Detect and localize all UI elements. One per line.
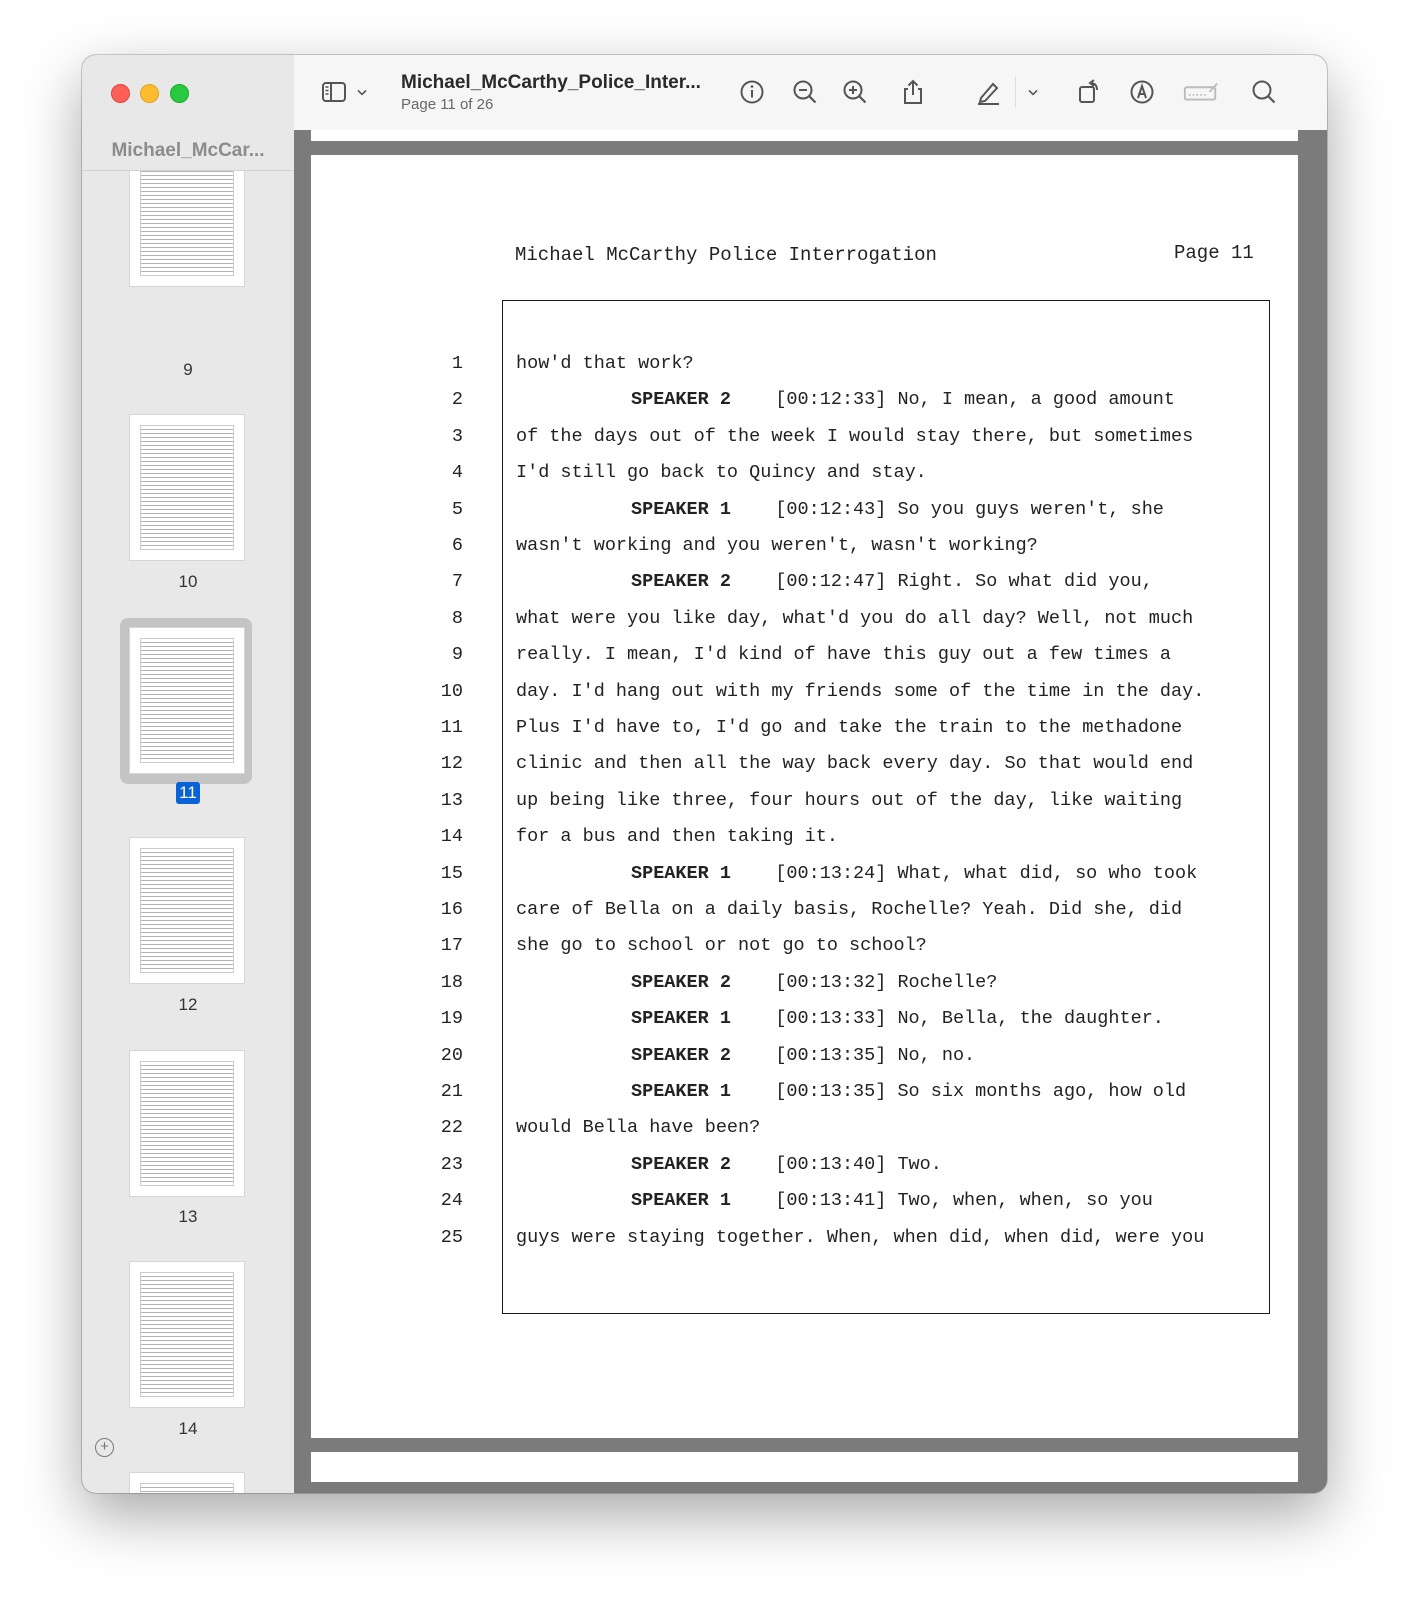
line-text: Plus I'd have to, I'd go and take the train to the methadone [516,717,1183,738]
sidebar-title: Michael_McCar... [111,140,265,161]
transcript-line [311,935,1271,971]
line-text [631,1154,942,1175]
line-content: [00:12:47] Right. So what did you, [730,571,1153,593]
zoom-window-button[interactable] [170,84,189,103]
line-number: 16 [440,899,463,920]
thumbnail-list[interactable] [82,171,294,1493]
sidebar-toggle-icon[interactable] [319,77,349,107]
line-text: I'd still go back to Quincy and stay. [516,462,927,484]
page-thumbnail[interactable] [130,171,244,286]
page-thumbnail[interactable] [130,838,244,983]
line-text [631,389,1175,410]
line-number: 15 [440,862,463,884]
line-number: 10 [440,680,463,702]
speaker-label: SPEAKER 2 [631,1153,731,1175]
line-text [631,863,1197,884]
line-number: 21 [440,1081,463,1102]
transcript-line [311,863,1271,899]
line-content: [00:13:35] No, no. [730,1044,976,1066]
speaker-label: SPEAKER 1 [631,862,731,884]
speaker-label: SPEAKER 2 [631,971,731,993]
line-text: clinic and then all the way back every day. So that would end [516,753,1194,775]
transcript-line [311,899,1271,935]
close-window-button[interactable] [111,84,130,103]
line-text [631,571,1153,592]
line-number: 11 [440,717,463,738]
line-number: 20 [440,1044,463,1066]
line-content: [00:12:43] So you guys weren't, she [730,498,1164,520]
line-number: 6 [451,535,463,556]
line-number: 4 [451,462,463,484]
transcript-line [311,1045,1271,1081]
document-view[interactable] [294,130,1327,1493]
line-number: 9 [451,644,463,666]
line-content: [00:13:40] Two. [730,1153,942,1175]
transcript-line [311,826,1271,862]
line-number: 18 [440,971,463,993]
next-page-edge [311,1452,1298,1482]
toolbar [294,55,1327,131]
line-text: care of Bella on a daily basis, Rochelle? Yeah. Did she, did [516,899,1183,920]
annotate-icon[interactable] [1127,77,1157,107]
speaker-label: SPEAKER 1 [631,1190,731,1212]
pdf-page[interactable] [311,155,1298,1438]
transcript-line [311,1227,1271,1263]
line-text [631,499,1164,520]
line-text [631,1081,1186,1102]
page-thumbnail-label: 12 [178,995,198,1014]
minimize-window-button[interactable] [140,84,159,103]
line-content: [00:13:41] Two, when, when, so you [730,1190,1153,1212]
transcript-line [311,608,1271,644]
transcript-line [311,790,1271,826]
page-thumbnail-label: 9 [183,360,193,379]
transcript-line [311,717,1271,753]
transcript-line [311,681,1271,717]
transcript-line [311,753,1271,789]
line-text [631,1008,1164,1029]
rotate-icon[interactable] [1074,77,1104,107]
transcript-line [311,462,1271,498]
speaker-label: SPEAKER 2 [631,1044,731,1066]
document-title: Michael_McCarthy_Police_Inter... [401,72,701,93]
preview-window [82,55,1327,1493]
markup-pen-icon[interactable] [973,77,1003,107]
transcript-line [311,972,1271,1008]
line-text: of the days out of the week I would stay there, but sometimes [516,425,1194,447]
share-icon[interactable] [898,77,928,107]
line-number: 2 [451,389,463,411]
line-number: 14 [440,826,463,848]
page-thumbnail[interactable] [130,1262,244,1407]
info-icon[interactable] [737,77,767,107]
line-text: really. I mean, I'd kind of have this guy out a few times a [516,644,1172,666]
line-number: 19 [440,1008,463,1030]
line-number: 25 [440,1226,463,1248]
line-text: for a bus and then taking it. [516,826,838,848]
transcript-line [311,499,1271,535]
transcript-line [311,426,1271,462]
chevron-down-icon[interactable] [1023,77,1043,107]
line-number: 17 [440,935,463,957]
page-thumbnail-label: 14 [178,1419,198,1438]
speaker-label: SPEAKER 2 [631,571,731,593]
line-text: wasn't working and you weren't, wasn't working? [516,535,1038,556]
speaker-label: SPEAKER 1 [631,498,731,520]
transcript-line [311,571,1271,607]
thumbnail-sidebar [82,55,295,1493]
page-indicator: Page 11 of 26 [401,96,494,113]
page-thumbnail-label: 13 [178,1207,198,1226]
transcript-line [311,1081,1271,1117]
toolbar-separator [1015,77,1016,107]
transcript-line [311,1190,1271,1226]
line-text: would Bella have been? [516,1117,761,1139]
speaker-label: SPEAKER 2 [631,389,731,411]
page-thumbnail-label [82,782,294,804]
page-thumbnail-label: 10 [178,572,198,591]
page-thumbnail-selected[interactable] [130,628,244,773]
add-icon[interactable]: + [95,1438,114,1457]
line-number: 22 [440,1117,463,1139]
page-header-number: Page 11 [1174,242,1254,264]
selected-page-badge: 11 [176,782,200,804]
line-text [631,1190,1153,1211]
line-content: [00:13:32] Rochelle? [730,971,998,993]
line-text [631,972,997,993]
page-thumbnail[interactable] [130,415,244,560]
transcript-line [311,1117,1271,1153]
zoom-out-icon[interactable] [790,77,820,107]
line-content: [00:13:24] What, what did, so who took [730,862,1198,884]
page-thumbnail[interactable] [130,1473,244,1493]
line-text [631,1045,975,1066]
line-text: she go to school or not go to school? [516,935,927,957]
page-thumbnail[interactable] [130,1051,244,1196]
signature-icon[interactable] [1181,77,1221,107]
line-number: 12 [440,753,463,775]
chevron-down-icon[interactable] [352,77,372,107]
line-number: 23 [440,1153,463,1175]
page-header-title: Michael McCarthy Police Interrogation [515,244,937,266]
line-text: how'd that work? [516,353,694,374]
search-icon[interactable] [1249,77,1279,107]
line-content: [00:13:33] No, Bella, the daughter. [730,1008,1164,1030]
previous-page-edge [311,130,1298,141]
transcript-line [311,389,1271,425]
line-number: 8 [451,607,463,629]
line-content: [00:13:35] So six months ago, how old [730,1081,1187,1102]
line-text: what were you like day, what'd you do all day? Well, not much [516,607,1194,629]
speaker-label: SPEAKER 1 [631,1081,731,1102]
line-number: 1 [451,353,463,374]
speaker-label: SPEAKER 1 [631,1008,731,1030]
line-number: 3 [451,425,463,447]
line-number: 7 [451,571,463,593]
line-number: 24 [440,1190,463,1212]
line-text: up being like three, four hours out of the day, like waiting [516,789,1183,811]
zoom-in-icon[interactable] [840,77,870,107]
line-number: 5 [451,498,463,520]
line-content: [00:12:33] No, I mean, a good amount [730,389,1175,411]
transcript-line [311,1008,1271,1044]
transcript-line [311,1154,1271,1190]
line-text: guys were staying together. When, when did, when did, were you [516,1226,1205,1248]
transcript-line [311,535,1271,571]
transcript-line [311,353,1271,389]
line-number: 13 [440,789,463,811]
line-text: day. I'd hang out with my friends some of the time in the day. [516,680,1205,702]
transcript-line [311,644,1271,680]
